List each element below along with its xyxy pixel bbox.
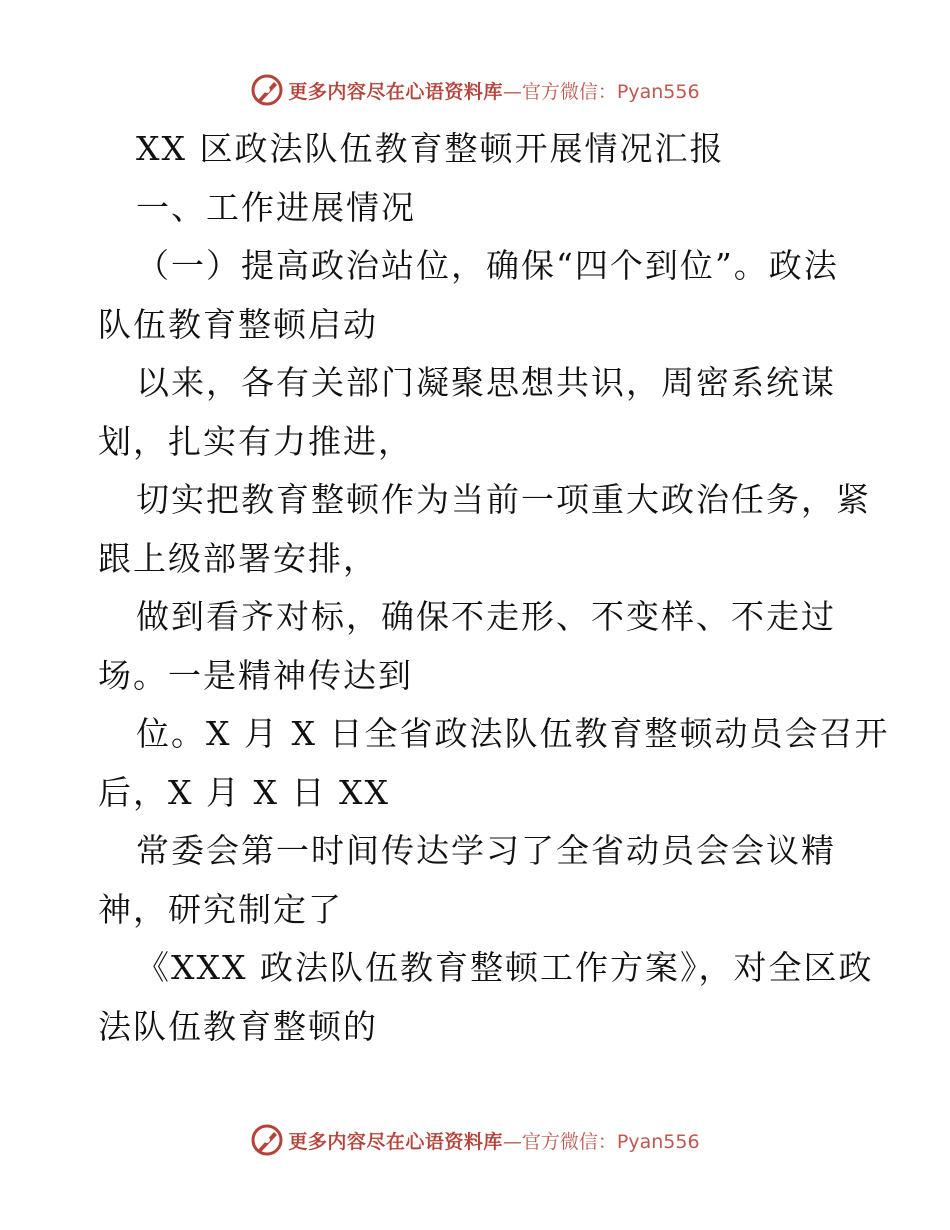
paragraph-line: 位。X 月 X 日全省政法队伍教育整顿动员会召开 [136,714,890,753]
document-body [98,120,890,1056]
paragraph-line: （一）提高政治站位，确保“四个到位”。政法 [136,246,839,285]
paragraph-line: 做到看齐对标，确保不走形、不变样、不走过 [136,597,836,636]
section-heading: 一、工作进展情况 [136,187,416,227]
footer-watermark [0,1120,950,1160]
quill-pen-logo-icon [250,73,284,107]
paragraph-line: 后，X 月 X 日 XX [98,772,390,812]
header-watermark [0,70,950,110]
paragraph-line: 切实把教育整顿作为当前一项重大政治任务，紧 [136,480,871,519]
paragraph-line: 划，扎实有力推进， [98,421,413,461]
watermark-suffix: —官方微信：Pyan556 [502,80,700,103]
paragraph-line: 跟上级部署安排， [98,538,378,578]
quill-pen-logo-icon [250,1123,284,1157]
paragraph-line: 场。一是精神传达到 [98,655,413,695]
watermark-prefix: 更多内容尽在心语资料库 [288,1130,503,1153]
paragraph-line: 以来，各有关部门凝聚思想共识，周密系统谋 [136,363,836,402]
paragraph-line: 常委会第一时间传达学习了全省动员会会议精 [136,831,836,870]
paragraph-line: 队伍教育整顿启动 [98,304,378,344]
paragraph-line: 《XXX 政法队伍教育整顿工作方案》，对全区政 [136,948,874,987]
paragraph-line: 神，研究制定了 [98,889,343,929]
document-title: XX 区政法队伍教育整顿开展情况汇报 [136,129,725,168]
watermark-prefix: 更多内容尽在心语资料库 [288,80,503,103]
watermark-suffix: —官方微信：Pyan556 [502,1130,700,1153]
paragraph-line: 法队伍教育整顿的 [98,1006,378,1046]
